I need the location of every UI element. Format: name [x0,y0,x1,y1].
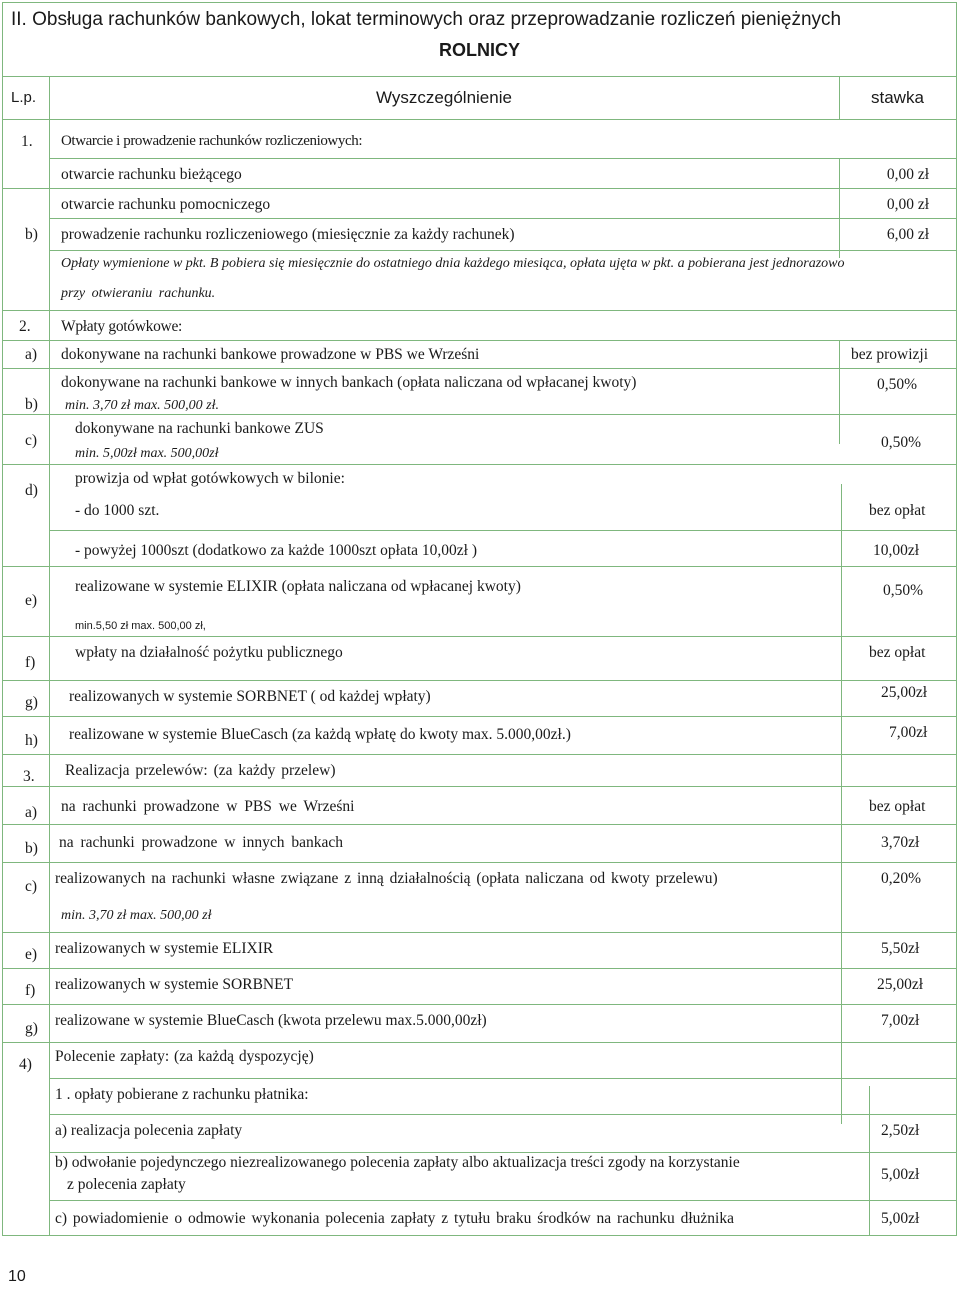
s1-row3-desc: prowadzenie rachunku rozliczeniowego (miesięcznie za każdy rachunek) [61,226,515,243]
s1-row2-desc: otwarcie rachunku pomocniczego [61,196,271,213]
s2c-label: c) [25,432,38,449]
s4b-desc-line1: b) odwołanie pojedynczego niezrealizowanego polecenia zapłaty albo aktualizacja treści zgody na korzystanie [55,1154,740,1171]
s4c-desc: c) powiadomienie o odmowie wykonania polecenia zapłaty z tytułu braku środków na rachunku dłużnika [55,1210,734,1227]
section-2-number: 2. [19,318,31,335]
s2e-rate: 0,50% [883,582,924,599]
s2e-desc: realizowane w systemie ELIXIR (opłata naliczana od wpłacanej kwoty) [75,578,521,595]
s3b-desc: na rachunki prowadzone w innych bankach [59,834,343,851]
s2a-label: a) [25,346,38,363]
s3e-desc: realizowanych w systemie ELIXIR [55,940,274,957]
s2d-label: d) [25,482,38,499]
s2d-rate2: 10,00zł [873,542,920,559]
s3b-rate: 3,70zł [881,834,920,851]
s2h-desc: realizowane w systemie BlueCasch (za każdą wpłatę do kwoty max. 5.000,00zł.) [69,726,571,743]
s1-note-line1: Opłaty wymienione w pkt. B pobiera się miesięcznie do ostatniego dnia każdego miesiąca, opłata ujęta w pkt. a pobierana jest jednorazowo [61,256,845,271]
s3f-label: f) [25,982,36,999]
s2d-desc: prowizja od wpłat gotówkowych w bilonie: [75,470,345,487]
s3e-rate: 5,50zł [881,940,920,957]
s2e-label: e) [25,592,38,609]
s3c-label: c) [25,878,38,895]
section-3-number: 3. [23,768,35,785]
section-1-title: Otwarcie i prowadzenie rachunków rozliczeniowych: [61,133,363,149]
s4b-rate: 5,00zł [881,1166,920,1183]
s2g-label: g) [25,694,38,711]
section-4-number: 4) [19,1056,32,1073]
s1-row1-desc: otwarcie rachunku bieżącego [61,166,242,183]
column-header-row [2,76,957,120]
s2b-label: b) [25,396,38,413]
s3g-label: g) [25,1020,38,1037]
s2c-rate: 0,50% [881,434,922,451]
s2h-rate: 7,00zł [889,724,928,741]
s2c-desc: dokonywane na rachunki bankowe ZUS [75,420,324,437]
s2f-label: f) [25,654,36,671]
s4c-rate: 5,00zł [881,1210,920,1227]
s3a-rate: bez opłat [869,798,926,815]
page-number: 10 [8,1268,26,1285]
s1-row1-rate: 0,00 zł [886,166,929,183]
s2e-min-max: min.5,50 zł max. 500,00 zł, [75,620,206,632]
column-header-lp: L.p. [11,89,37,106]
s3e-label: e) [25,946,38,963]
s2b-desc: dokonywane na rachunki bankowe w innych bankach (opłata naliczana od wpłacanej kwoty) [61,374,637,391]
s3a-desc: na rachunki prowadzone w PBS we Wrześni [61,798,355,815]
s2c-min-max: min. 5,00zł max. 500,00zł [75,446,219,461]
s3c-min-max: min. 3,70 zł max. 500,00 zł [61,908,212,923]
s3c-rate: 0,20% [881,870,922,887]
s2g-desc: realizowanych w systemie SORBNET ( od każdej wpłaty) [69,688,431,705]
section-2-title: Wpłaty gotówkowe: [61,318,183,335]
fee-table-body [2,120,957,1236]
section-3-title: Realizacja przelewów: (za każdy przelew) [65,762,336,779]
column-header-description: Wyszczególnienie [376,88,512,107]
s1-row2-rate: 0,00 zł [886,196,929,213]
page-subtitle: ROLNICY [439,40,520,60]
s2a-desc: dokonywane na rachunki bankowe prowadzone w PBS we Wrześni [61,346,480,363]
s2f-rate: bez opłat [869,644,926,661]
s3f-desc: realizowanych w systemie SORBNET [55,976,294,993]
s4b-desc-line2: z polecenia zapłaty [67,1176,186,1193]
column-header-rate: stawka [871,88,924,107]
s2f-desc: wpłaty na działalność pożytku publicznego [75,644,343,661]
s2d-sub2: - powyżej 1000szt (dodatkowo za każde 1000szt opłata 10,00zł ) [75,542,478,559]
s1-row3-label: b) [25,226,38,243]
s2a-rate: bez prowizji [851,346,929,363]
s3g-rate: 7,00zł [881,1012,920,1029]
s3f-rate: 25,00zł [877,976,924,993]
s2b-rate: 0,50% [877,376,918,393]
s2g-rate: 25,00zł [881,684,928,701]
s3g-desc: realizowane w systemie BlueCasch (kwota przelewu max.5.000,00zł) [55,1012,487,1029]
section-1-number: 1. [21,133,33,150]
s2d-sub1: - do 1000 szt. [75,502,160,519]
s3c-desc: realizowanych na rachunki własne związane z inną działalnością (opłata naliczana od kwoty przelewu) [55,870,718,887]
page-title: II. Obsługa rachunków bankowych, lokat terminowych oraz przeprowadzanie rozliczeń pieniężnych [11,9,842,30]
section-4-title: Polecenie zapłaty: (za każdą dyspozycję) [55,1048,314,1065]
s2h-label: h) [25,732,38,749]
s4a-rate: 2,50zł [881,1122,920,1139]
s4a-desc: a) realizacja polecenia zapłaty [55,1122,243,1139]
s1-note-line2: przy otwieraniu rachunku. [61,286,216,301]
s3b-label: b) [25,840,38,857]
s2b-min-max: min. 3,70 zł max. 500,00 zł. [65,398,219,413]
s1-row3-rate: 6,00 zł [886,226,929,243]
s2d-rate1: bez opłat [869,502,926,519]
table-title-box [2,2,957,76]
s4-subheading: 1 . opłaty pobierane z rachunku płatnika: [55,1086,309,1103]
s3a-label: a) [25,804,38,821]
